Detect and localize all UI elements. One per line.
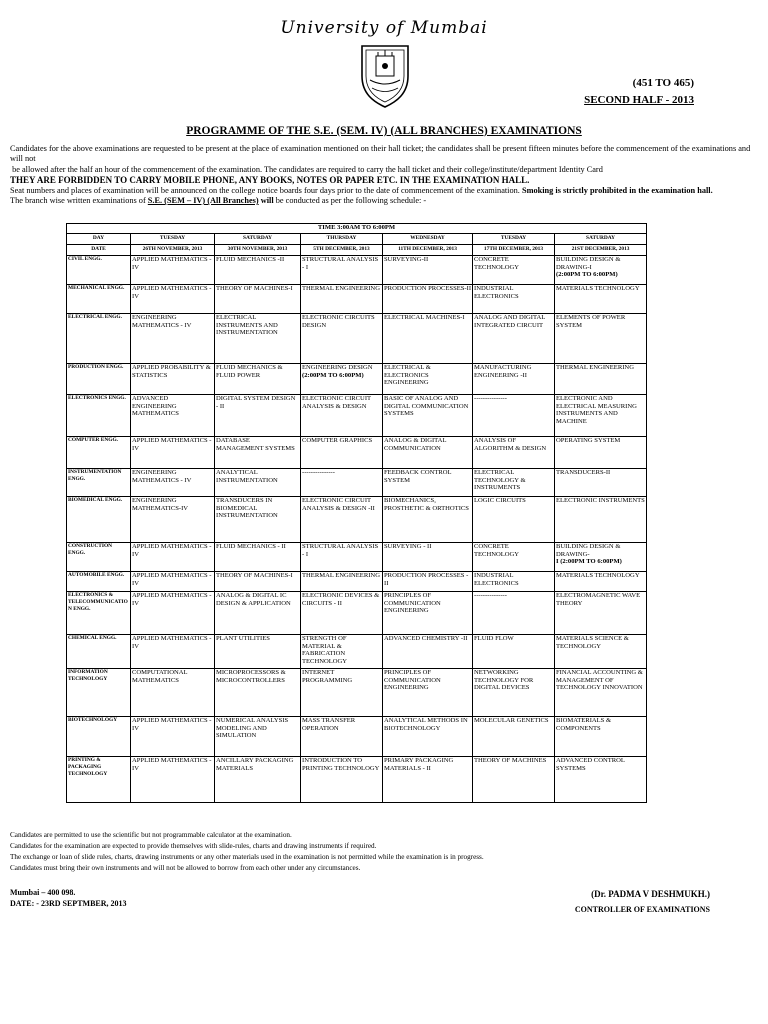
subject-cell: MATERIALS TECHNOLOGY (555, 572, 647, 592)
table-row (67, 572, 647, 592)
subject-cell: ELECTRONIC INSTRUMENTS (555, 497, 647, 543)
subject-cell: ELECTRICAL INSTRUMENTS AND INSTRUMENTATION (215, 314, 301, 364)
subject-cell: APPLIED MATHEMATICS - IV (131, 285, 215, 314)
table-row (67, 364, 647, 395)
subject-name: BUILDING DESIGN & DRAWING-I (556, 256, 621, 271)
branch-name: CONSTRUCTION ENGG. (67, 543, 131, 572)
subject-cell: FINANCIAL ACCOUNTING & MANAGEMENT OF TECHNOLOGY INNOVATION (555, 669, 647, 717)
subject-cell: PRINCIPLES OF COMMUNICATION ENGINEERING (383, 592, 473, 635)
subject-cell: DIGITAL SYSTEM DESIGN - II (215, 395, 301, 437)
subject-cell: MICROPROCESSORS & MICROCONTROLLERS (215, 669, 301, 717)
subject-cell: MANUFACTURING ENGINEERING -II (473, 364, 555, 395)
subject-cell: ELECTRONIC CIRCUIT ANALYSIS & DESIGN (301, 395, 383, 437)
branch-name: ELECTRICAL ENGG. (67, 314, 131, 364)
day-cell: TUESDAY (473, 234, 555, 245)
subject-cell: INDUSTRIAL ELECTRONICS (473, 285, 555, 314)
subject-cell: MASS TRANSFER OPERATION (301, 717, 383, 757)
day-label: DAY (67, 234, 131, 245)
instruction-line: Candidates for the above examinations are requested to be present at the place of examination mentioned on their hall ticket; the candidates shall be present fifteen minutes before the commencement of the examinations and will not (10, 144, 751, 164)
instructions (10, 144, 760, 206)
subject-cell: COMPUTER GRAPHICS (301, 437, 383, 469)
subject-cell: COMPUTATIONAL MATHEMATICS (131, 669, 215, 717)
university-seal-icon (356, 42, 414, 110)
subject-name: BUILDING DESIGN & DRAWING- (556, 543, 621, 558)
subject-cell: FLUID MECHANICS - II (215, 543, 301, 572)
subject-cell: APPLIED MATHEMATICS -IV (131, 757, 215, 803)
branch-name: PRODUCTION ENGG. (67, 364, 131, 395)
table-row (67, 497, 647, 543)
exam-time: TIME 3:00AM TO 6:00PM (67, 224, 647, 234)
table-row (67, 395, 647, 437)
subject-cell: INTERNET PROGRAMMING (301, 669, 383, 717)
subject-cell: APPLIED MATHEMATICS - IV (131, 543, 215, 572)
subject-cell: ELECTRICAL TECHNOLOGY & INSTRUMENTS (473, 469, 555, 497)
subject-cell: --------------- (301, 469, 383, 497)
instruction-line: be allowed after the half an hour of the commencement of the examination. The candidates are required to carry the hall ticket and their college/institute/department Identity Card (12, 164, 603, 174)
subject-cell: NETWORKING TECHNOLOGY FOR DIGITAL DEVICES (473, 669, 555, 717)
day-cell: THURSDAY (301, 234, 383, 245)
subject-cell: STRUCTURAL ANALYSIS - I (301, 256, 383, 285)
subject-cell: ANCILLARY PACKAGING MATERIALS (215, 757, 301, 803)
time-note: (2:00PM TO 6:00PM) (556, 271, 618, 279)
date-row (67, 245, 647, 256)
subject-cell: STRUCTURAL ANALYSIS - I (301, 543, 383, 572)
subject-cell: PRINCIPLES OF COMMUNICATION ENGINEERING (383, 669, 473, 717)
subject-cell: THEORY OF MACHINES-I (215, 285, 301, 314)
branch-name: BIOMEDICAL ENGG. (67, 497, 131, 543)
table-row (67, 592, 647, 635)
subject-cell: ANALYSIS OF ALGORITHM & DESIGN (473, 437, 555, 469)
table-row (67, 635, 647, 669)
subject-cell: APPLIED MATHEMATICS - IV (131, 717, 215, 757)
subject-cell: ELECTRONIC CIRCUITS DESIGN (301, 314, 383, 364)
subject-cell (555, 543, 647, 572)
subject-cell: ADVANCED CHEMISTRY -II (383, 635, 473, 669)
subject-cell: MATERIALS SCIENCE & TECHNOLOGY (555, 635, 647, 669)
subject-cell: ENGINEERING MATHEMATICS - IV (131, 314, 215, 364)
time-row (67, 224, 647, 234)
subject-cell: BASIC OF ANALOG AND DIGITAL COMMUNICATION SYSTEMS (383, 395, 473, 437)
subject-cell: DATABASE MANAGEMENT SYSTEMS (215, 437, 301, 469)
subject-name: ENGINEERING DESIGN (302, 364, 373, 371)
day-cell: TUESDAY (131, 234, 215, 245)
subject-cell: THEORY OF MACHINES (473, 757, 555, 803)
footnote-line: Candidates must bring their own instruments and will not be allowed to borrow from each other under any circumstances. (10, 864, 361, 872)
table-row (67, 543, 647, 572)
table-row (67, 757, 647, 803)
issue-place: Mumbai – 400 098. (10, 888, 76, 897)
subject-cell: ANALOG & DIGITAL IC DESIGN & APPLICATION (215, 592, 301, 635)
subject-cell: PRODUCTION PROCESSES - II (383, 572, 473, 592)
subject-cell: ENGINEERING MATHEMATICS-IV (131, 497, 215, 543)
subject-cell: MATERIALS TECHNOLOGY (555, 285, 647, 314)
branch-name: MECHANICAL ENGG. (67, 285, 131, 314)
subject-cell: PLANT UTILITIES (215, 635, 301, 669)
subject-cell: --------------- (473, 592, 555, 635)
subject-cell: THERMAL ENGINEERING (555, 364, 647, 395)
branch-name: COMPUTER ENGG. (67, 437, 131, 469)
subject-cell: PRIMARY PACKAGING MATERIALS - II (383, 757, 473, 803)
day-cell: SATURDAY (215, 234, 301, 245)
time-note: I (2:00PM TO 6:00PM) (556, 558, 622, 566)
subject-cell: ANALYTICAL INSTRUMENTATION (215, 469, 301, 497)
subject-cell: ELEMENTS OF POWER SYSTEM (555, 314, 647, 364)
day-cell: WEDNESDAY (383, 234, 473, 245)
branch-name: ELECTRONICS ENGG. (67, 395, 131, 437)
subject-cell: APPLIED MATHEMATICS -IV (131, 572, 215, 592)
subject-cell: --------------- (473, 395, 555, 437)
footnotes (10, 830, 750, 874)
day-cell: SATURDAY (555, 234, 647, 245)
branch-name: INSTRUMENTATION ENGG. (67, 469, 131, 497)
date-cell: 21ST DECEMBER, 2013 (555, 245, 647, 256)
subject-cell: INDUSTRIAL ELECTRONICS (473, 572, 555, 592)
subject-cell: MOLECULAR GENETICS (473, 717, 555, 757)
subject-cell: ELECTRICAL MACHINES-I (383, 314, 473, 364)
subject-cell: ELECTROMAGNETIC WAVE THEORY (555, 592, 647, 635)
subject-cell: SURVEYING - II (383, 543, 473, 572)
exam-reference (584, 75, 694, 109)
subject-cell: NUMERICAL ANALYSIS MODELING AND SIMULATION (215, 717, 301, 757)
subject-cell: ELECTRONIC CIRCUIT ANALYSIS & DESIGN -II (301, 497, 383, 543)
subject-cell: LOGIC CIRCUITS (473, 497, 555, 543)
subject-cell: ELECTRONIC AND ELECTRICAL MEASURING INSTRUMENTS AND MACHINE (555, 395, 647, 437)
branch-name: INFORMATION TECHNOLOGY (67, 669, 131, 717)
subject-cell: THERMAL ENGINEERING (301, 572, 383, 592)
subject-cell: ELECTRICAL & ELECTRONICS ENGINEERING (383, 364, 473, 395)
subject-cell: OPERATING SYSTEM (555, 437, 647, 469)
date-cell: 26TH NOVEMBER, 2013 (131, 245, 215, 256)
subject-cell: BIOMATERIALS & COMPONENTS (555, 717, 647, 757)
subject-cell: ELECTRONIC DEVICES & CIRCUITS - II (301, 592, 383, 635)
forbidden-notice: THEY ARE FORBIDDEN TO CARRY MOBILE PHONE, ANY BOOKS, NOTES OR PAPER ETC. IN THE EXAMINATION HALL. (10, 174, 530, 185)
day-row (67, 234, 647, 245)
issue-date: DATE: - 23RD SEPTMBER, 2013 (10, 899, 127, 908)
subject-cell: FLUID FLOW (473, 635, 555, 669)
date-cell: 17TH DECEMBER, 2013 (473, 245, 555, 256)
subject-cell: TRANSDUCERS IN BIOMEDICAL INSTRUMENTATION (215, 497, 301, 543)
time-note: (2:00PM TO 6:00PM) (302, 371, 364, 379)
subject-cell: BIOMECHANICS, PROSTHETIC & ORTHOTICS (383, 497, 473, 543)
branch-name: PRINTING & PACKAGING TECHNOLOGY (67, 757, 131, 803)
exam-code-range: (451 TO 465) (632, 77, 694, 89)
table-row (67, 285, 647, 314)
subject-cell: ADVANCED CONTROL SYSTEMS (555, 757, 647, 803)
subject-cell: STRENGTH OF MATERIAL & FABRICATION TECHNOLOGY (301, 635, 383, 669)
subject-cell (555, 256, 647, 285)
instruction-line: The branch wise written examinations of S.E. (SEM – IV) (All Branches) will be conducted as per the following schedule: - (10, 196, 427, 206)
footnote-line: Candidates are permitted to use the scientific but not programmable calculator at the examination. (10, 831, 292, 839)
subject-cell: FEEDBACK CONTROL SYSTEM (383, 469, 473, 497)
date-cell: 11TH DECEMBER, 2013 (383, 245, 473, 256)
exam-half: SECOND HALF - 2013 (584, 94, 694, 106)
branch-name: ELECTRONICS & TELECOMMUNICATION ENGG. (67, 592, 131, 635)
subject-cell: PRODUCTION PROCESSES-II (383, 285, 473, 314)
subject-cell: THERMAL ENGINEERING (301, 285, 383, 314)
subject-cell: FLUID MECHANICS & FLUID POWER (215, 364, 301, 395)
subject-cell: ANALOG AND DIGITAL INTEGRATED CIRCUIT (473, 314, 555, 364)
footnote-line: Candidates for the examination are expected to provide themselves with slide-rules, charts and drawing instruments if required. (10, 842, 377, 850)
signatory-designation: CONTROLLER OF EXAMINATIONS (574, 905, 710, 914)
footnote-line: The exchange or loan of slide rules, charts, drawing instruments or any other materials used in the examination is not permitted while the examination is in progress. (10, 853, 484, 861)
subject-cell: CONCRETE TECHNOLOGY (473, 256, 555, 285)
subject-cell: INTRODUCTION TO PRINTING TECHNOLOGY (301, 757, 383, 803)
subject-cell (301, 364, 383, 395)
signature-block (575, 887, 710, 917)
issue-place-date (10, 887, 127, 909)
table-row (67, 437, 647, 469)
subject-cell: CONCRETE TECHNOLOGY (473, 543, 555, 572)
subject-cell: THEORY OF MACHINES-I (215, 572, 301, 592)
subject-cell: SURVEYING-II (383, 256, 473, 285)
signatory-name: (Dr. PADMA V DESHMUKH.) (591, 889, 710, 899)
date-cell: 5TH DECEMBER, 2013 (301, 245, 383, 256)
subject-cell: ANALOG & DIGITAL COMMUNICATION (383, 437, 473, 469)
programme-title: PROGRAMME OF THE S.E. (SEM. IV) (ALL BRANCHES) EXAMINATIONS (186, 125, 582, 137)
table-row (67, 256, 647, 285)
subject-cell: TRANSDUCERS-II (555, 469, 647, 497)
subject-cell: APPLIED PROBABILITY & STATISTICS (131, 364, 215, 395)
table-row (67, 717, 647, 757)
university-name: University of Mumbai (280, 18, 488, 38)
table-row (67, 314, 647, 364)
branch-name: AUTOMOBILE ENGG. (67, 572, 131, 592)
branch-name: CHEMICAL ENGG. (67, 635, 131, 669)
branch-name: CIVIL ENGG. (67, 256, 131, 285)
table-row (67, 469, 647, 497)
subject-cell: ANALYTICAL METHODS IN BIOTECHNOLOGY (383, 717, 473, 757)
subject-cell: APPLIED MATHEMATICS - IV (131, 437, 215, 469)
branch-name: BIOTECHNOLOGY (67, 717, 131, 757)
subject-cell: FLUID MECHANICS -II (215, 256, 301, 285)
date-cell: 30TH NOVEMBER, 2013 (215, 245, 301, 256)
table-row (67, 669, 647, 717)
subject-cell: ADVANCED ENGINEERING MATHEMATICS (131, 395, 215, 437)
subject-cell: APPLIED MATHEMATICS - IV (131, 592, 215, 635)
subject-cell: APPLIED MATHEMATICS - IV (131, 635, 215, 669)
instruction-line: Seat numbers and places of examination will be announced on the college notice boards four days prior to the date of commencement of the examination. Smoking is strictly prohibited in the examination hall. (10, 185, 713, 195)
date-label: DATE (67, 245, 131, 256)
exam-schedule-table (66, 223, 647, 803)
subject-cell: APPLIED MATHEMATICS - IV (131, 256, 215, 285)
subject-cell: ENGINEERING MATHEMATICS - IV (131, 469, 215, 497)
